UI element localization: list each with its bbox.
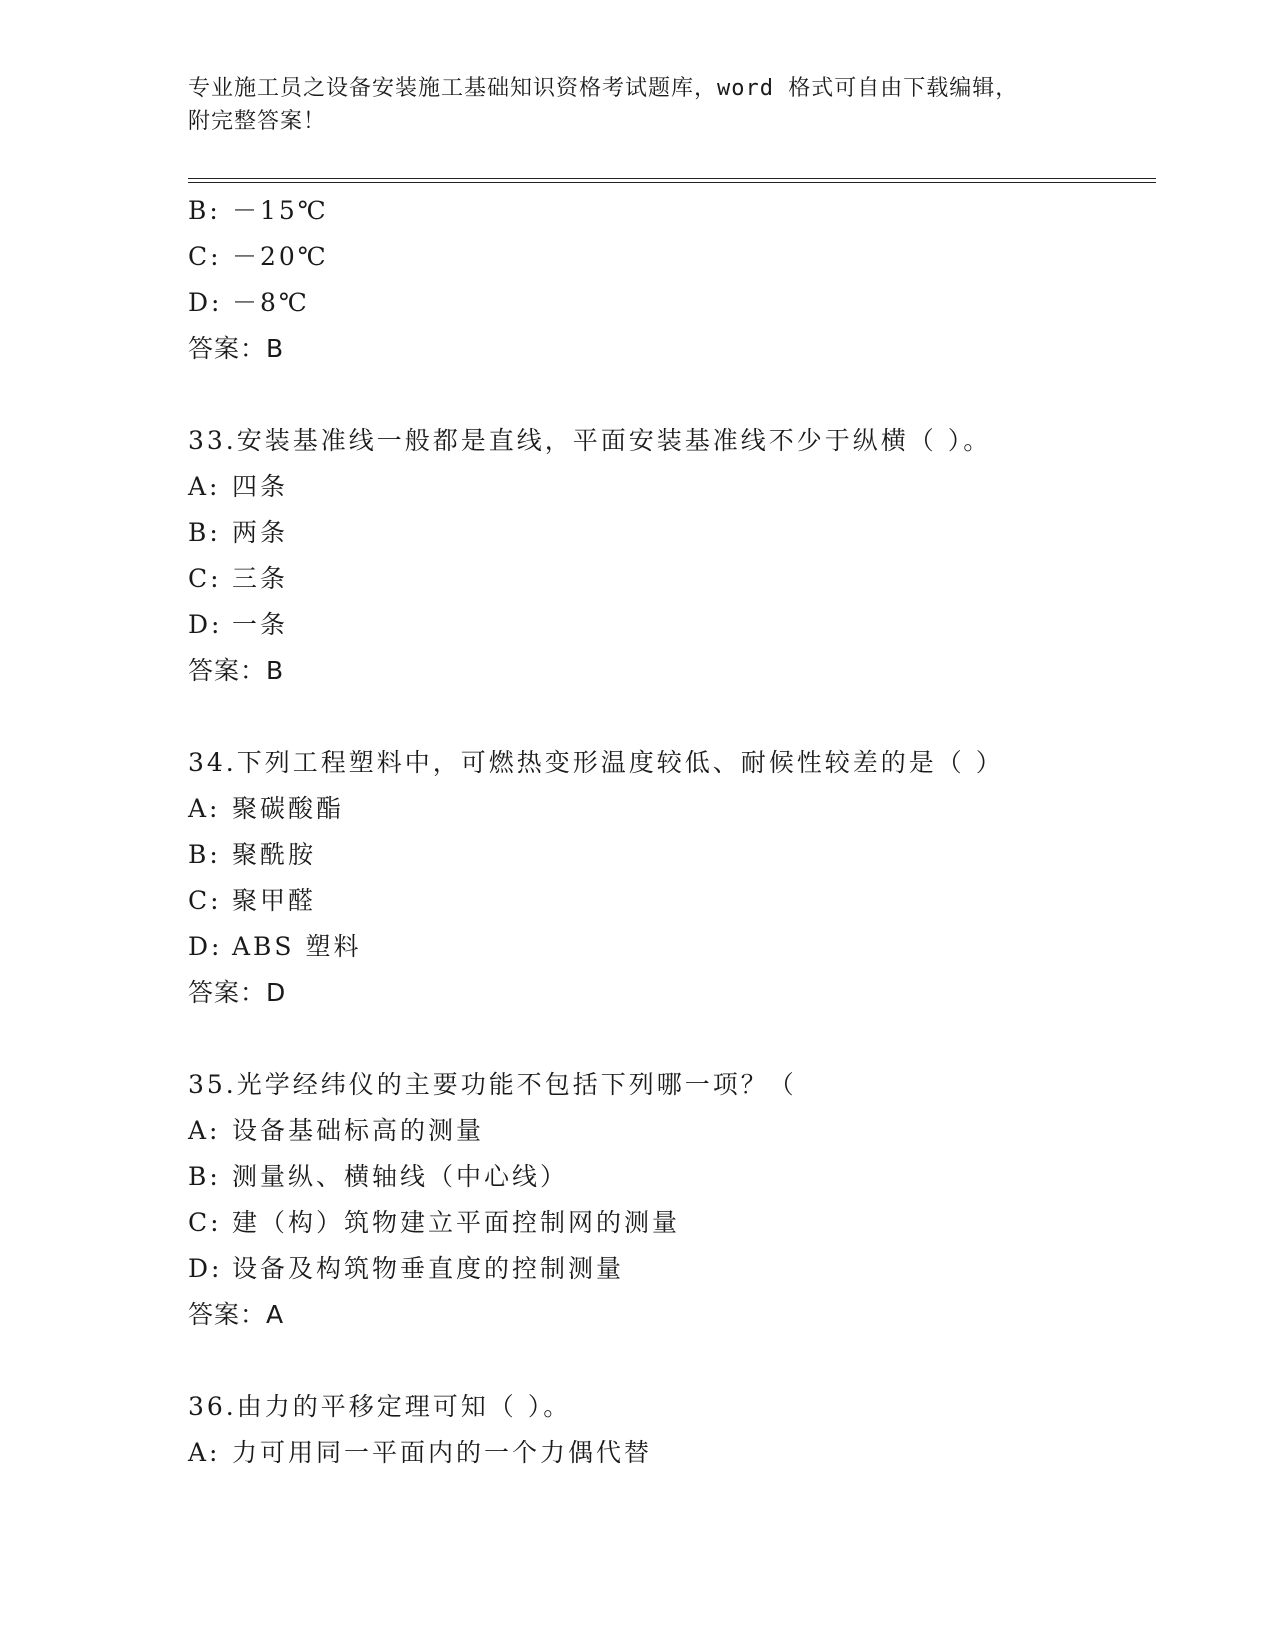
option-letter: C:	[188, 886, 222, 915]
answer-line: 答案：B	[188, 656, 285, 685]
option-letter: D:	[188, 288, 223, 317]
question-gap	[188, 372, 1156, 418]
question-gap	[188, 1338, 1156, 1384]
option-a	[188, 1430, 1156, 1476]
option-letter: A:	[188, 472, 221, 501]
option-text: 聚酰胺	[232, 840, 317, 869]
option-b	[188, 832, 1156, 878]
answer-line: 答案：B	[188, 334, 285, 363]
header-line-1: 专业施工员之设备安装施工基础知识资格考试题库，word 格式可自由下载编辑，	[188, 76, 1019, 101]
option-a	[188, 1108, 1156, 1154]
option-letter: D:	[188, 1254, 223, 1283]
option-text: －20℃	[232, 242, 329, 271]
option-a	[188, 464, 1156, 510]
option-text: 聚甲醛	[232, 886, 317, 915]
option-text: －15℃	[232, 196, 329, 225]
option-text: ABS 塑料	[232, 932, 362, 961]
option-text: 设备及构筑物垂直度的控制测量	[232, 1254, 625, 1283]
header-double-rule	[188, 178, 1156, 183]
option-b	[188, 510, 1156, 556]
option-letter: C:	[188, 564, 222, 593]
option-a	[188, 786, 1156, 832]
question-list	[188, 188, 1156, 1476]
option-letter: B:	[188, 1162, 221, 1191]
option-text: 力可用同一平面内的一个力偶代替	[232, 1438, 653, 1467]
answer-line: 答案：D	[188, 978, 287, 1007]
option-d	[188, 602, 1156, 648]
option-letter: C:	[188, 1208, 222, 1237]
document-header	[188, 72, 1088, 138]
question-gap	[188, 694, 1156, 740]
option-letter: C:	[188, 242, 222, 271]
option-text: 测量纵、横轴线（中心线）	[232, 1162, 569, 1191]
question-stem-36: 36.由力的平移定理可知（ ）。	[188, 1392, 572, 1421]
option-d	[188, 1246, 1156, 1292]
option-letter: B:	[188, 518, 221, 547]
option-c	[188, 1200, 1156, 1246]
option-letter: D:	[188, 610, 223, 639]
answer-line: 答案：A	[188, 1300, 285, 1329]
option-letter: D:	[188, 932, 223, 961]
option-letter: B:	[188, 196, 221, 225]
header-line-2: 附完整答案！	[188, 109, 327, 134]
option-letter: A:	[188, 794, 221, 823]
question-stem-33: 33.安装基准线一般都是直线，平面安装基准线不少于纵横（ ）。	[188, 426, 992, 455]
option-letter: A:	[188, 1438, 221, 1467]
question-gap	[188, 1016, 1156, 1062]
option-d	[188, 924, 1156, 970]
question-stem-34: 34.下列工程塑料中，可燃热变形温度较低、耐候性较差的是（ ）	[188, 748, 1004, 777]
option-c	[188, 878, 1156, 924]
option-text: 设备基础标高的测量	[232, 1116, 485, 1145]
option-text: 建（构）筑物建立平面控制网的测量	[232, 1208, 681, 1237]
option-b	[188, 188, 1156, 234]
option-text: 三条	[232, 564, 289, 593]
question-stem-35: 35.光学经纬仪的主要功能不包括下列哪一项？（	[188, 1070, 797, 1099]
option-text: 一条	[232, 610, 289, 639]
option-text: 两条	[232, 518, 289, 547]
option-b	[188, 1154, 1156, 1200]
option-c	[188, 556, 1156, 602]
option-c	[188, 234, 1156, 280]
option-letter: A:	[188, 1116, 221, 1145]
option-text: 四条	[232, 472, 289, 501]
option-letter: B:	[188, 840, 221, 869]
option-text: 聚碳酸酯	[232, 794, 345, 823]
option-d	[188, 280, 1156, 326]
option-text: －8℃	[232, 288, 310, 317]
